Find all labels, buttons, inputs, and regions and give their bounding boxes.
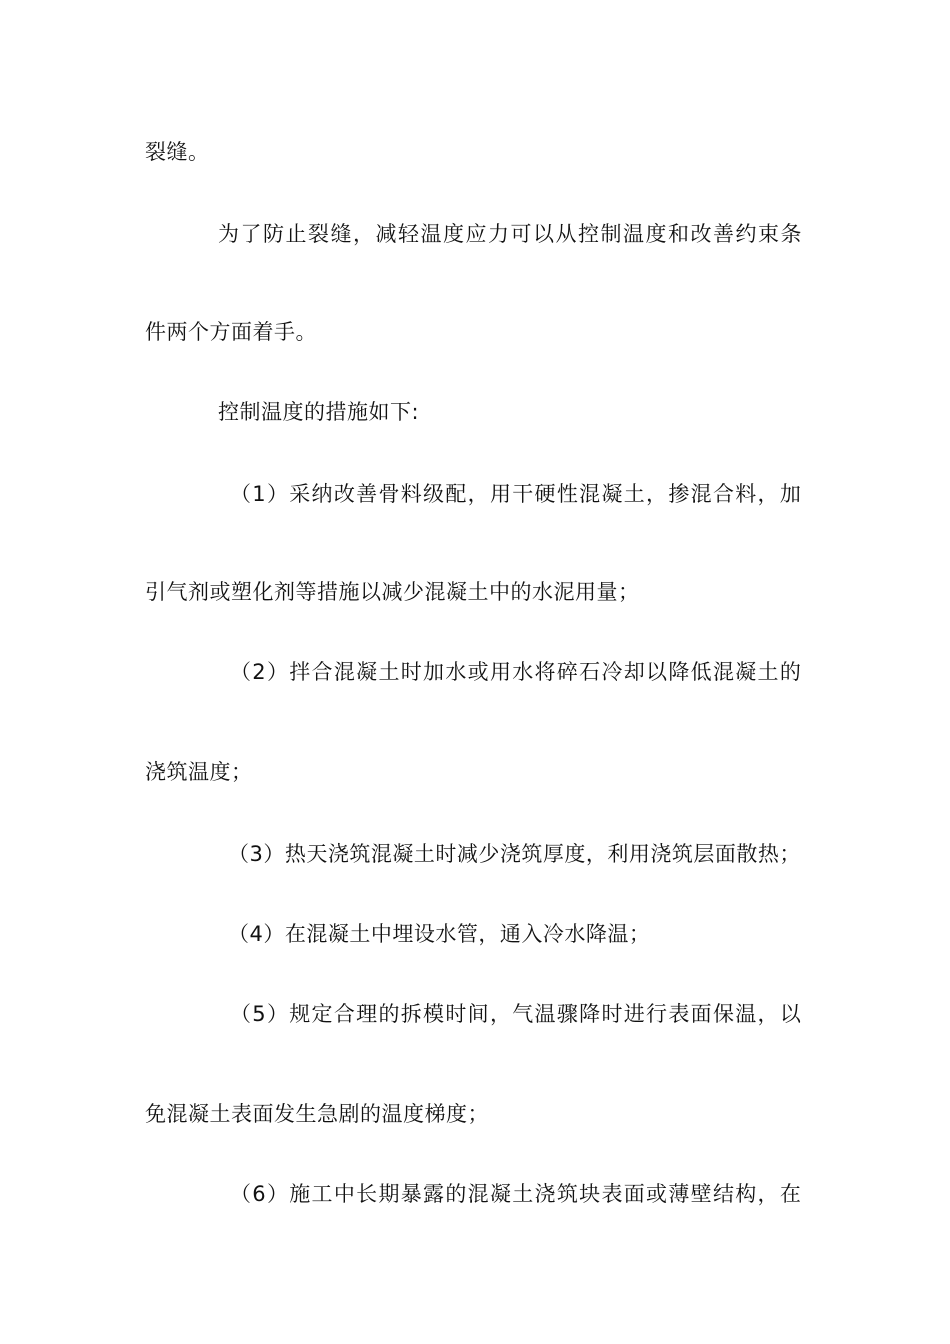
list-item-4: （4）在混凝土中埋设水管，通入冷水降温； (228, 922, 651, 946)
list-item-5-continued: 免混凝土表面发生急剧的温度梯度； (145, 1102, 489, 1126)
list-item-1: （1）采纳改善骨料级配，用干硬性混凝土，掺混合料，加 (230, 482, 803, 506)
list-item-3: （3）热天浇筑混凝土时减少浇筑厚度，利用浇筑层面散热； (228, 842, 801, 866)
section-heading: 控制温度的措施如下: (218, 400, 420, 424)
paragraph-line: 件两个方面着手。 (145, 320, 317, 344)
paragraph-line: 为了防止裂缝，减轻温度应力可以从控制温度和改善约束条 (218, 222, 803, 246)
list-item-1-continued: 引气剂或塑化剂等措施以减少混凝土中的水泥用量； (145, 580, 640, 604)
list-item-2: （2）拌合混凝土时加水或用水将碎石冷却以降低混凝土的 (230, 660, 803, 684)
list-item-5: （5）规定合理的拆模时间，气温骤降时进行表面保温，以 (230, 1002, 803, 1026)
paragraph-line: 裂缝。 (145, 140, 210, 164)
list-item-2-continued: 浇筑温度； (145, 760, 253, 784)
list-item-6: （6）施工中长期暴露的混凝土浇筑块表面或薄壁结构，在 (230, 1182, 803, 1206)
